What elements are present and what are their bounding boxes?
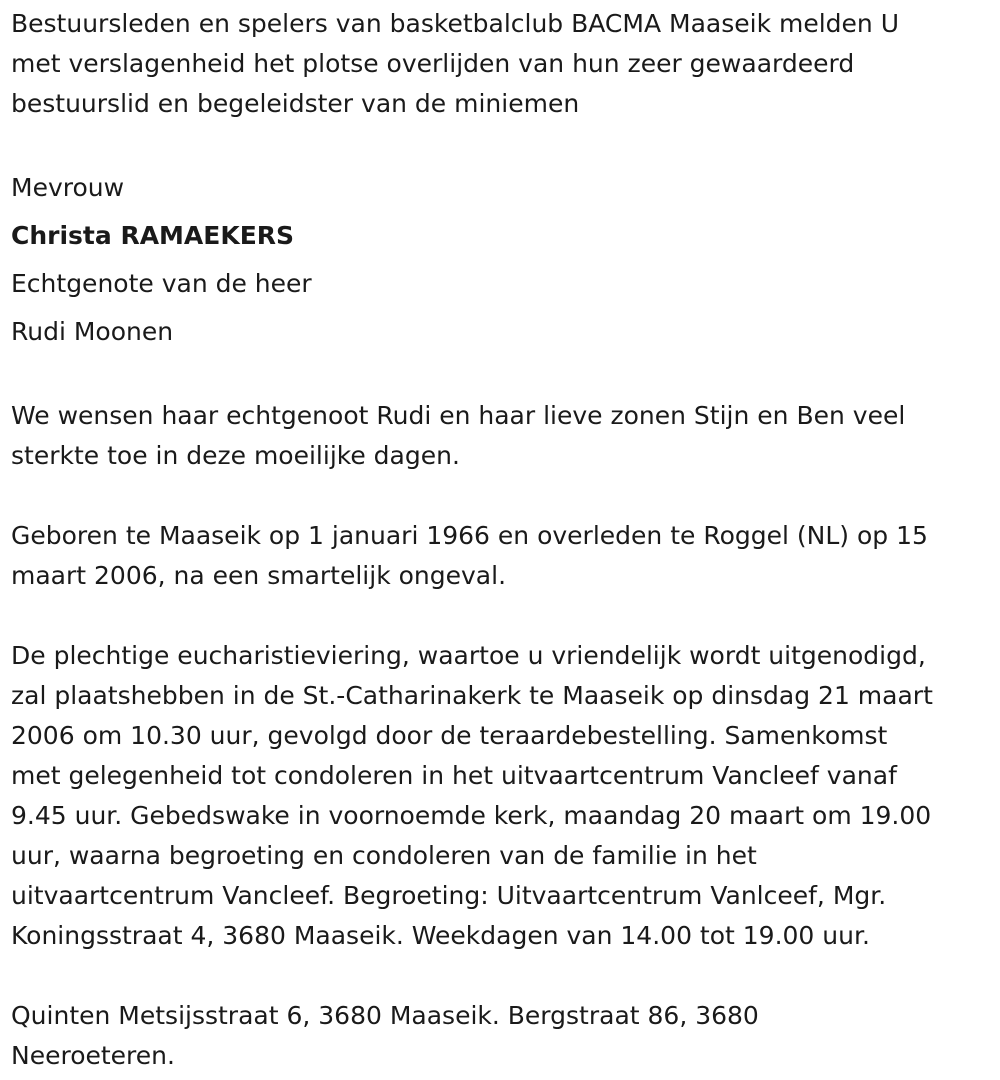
wishes-line: We wensen haar echtgenoot Rudi en haar lieve zonen Stijn en Ben veel <box>11 401 906 430</box>
address-line: Quinten Metsijsstraat 6, 3680 Maaseik. Bergstraat 86, 3680 <box>11 1001 759 1030</box>
deceased-name: Christa RAMAEKERS <box>11 221 295 250</box>
ceremony-line: uur, waarna begroeting en condoleren van de familie in het <box>11 841 757 870</box>
birth-death-paragraph <box>11 516 993 596</box>
paragraph-spacer <box>11 356 993 396</box>
name-block <box>11 164 993 356</box>
ceremony-paragraph <box>11 636 993 956</box>
wishes-paragraph <box>11 396 993 476</box>
birth-death-line: maart 2006, na een smartelijk ongeval. <box>11 561 507 590</box>
wishes-line: sterkte toe in deze moeilijke dagen. <box>11 441 460 470</box>
ceremony-line: Koningsstraat 4, 3680 Maaseik. Weekdagen van 14.00 tot 19.00 uur. <box>11 921 870 950</box>
ceremony-line: 9.45 uur. Gebedswake in voornoemde kerk, maandag 20 maart om 19.00 <box>11 801 932 830</box>
relation-text: Echtgenote van de heer <box>11 269 312 298</box>
paragraph-spacer <box>11 956 993 996</box>
paragraph-spacer <box>11 596 993 636</box>
intro-line: met verslagenheid het plotse overlijden van hun zeer gewaardeerd <box>11 49 855 78</box>
paragraph-spacer <box>11 124 993 164</box>
intro-line: bestuurslid en begeleidster van de miniemen <box>11 89 580 118</box>
salutation: Mevrouw <box>11 173 125 202</box>
ceremony-line: zal plaatshebben in de St.-Catharinakerk te Maaseik op dinsdag 21 maart <box>11 681 933 710</box>
ceremony-line: De plechtige eucharistieviering, waartoe u vriendelijk wordt uitgenodigd, <box>11 641 926 670</box>
ceremony-line: met gelegenheid tot condoleren in het uitvaartcentrum Vancleef vanaf <box>11 761 897 790</box>
intro-paragraph <box>11 4 993 124</box>
ceremony-line: uitvaartcentrum Vancleef. Begroeting: Uitvaartcentrum Vanlceef, Mgr. <box>11 881 887 910</box>
obituary-notice <box>11 4 993 1076</box>
paragraph-spacer <box>11 476 993 516</box>
spouse-name: Rudi Moonen <box>11 317 174 346</box>
intro-line: Bestuursleden en spelers van basketbalclub BACMA Maaseik melden U <box>11 9 900 38</box>
birth-death-line: Geboren te Maaseik op 1 januari 1966 en overleden te Roggel (NL) op 15 <box>11 521 928 550</box>
addresses-paragraph <box>11 996 993 1076</box>
ceremony-line: 2006 om 10.30 uur, gevolgd door de teraardebestelling. Samenkomst <box>11 721 888 750</box>
address-line: Neeroeteren. <box>11 1041 175 1070</box>
